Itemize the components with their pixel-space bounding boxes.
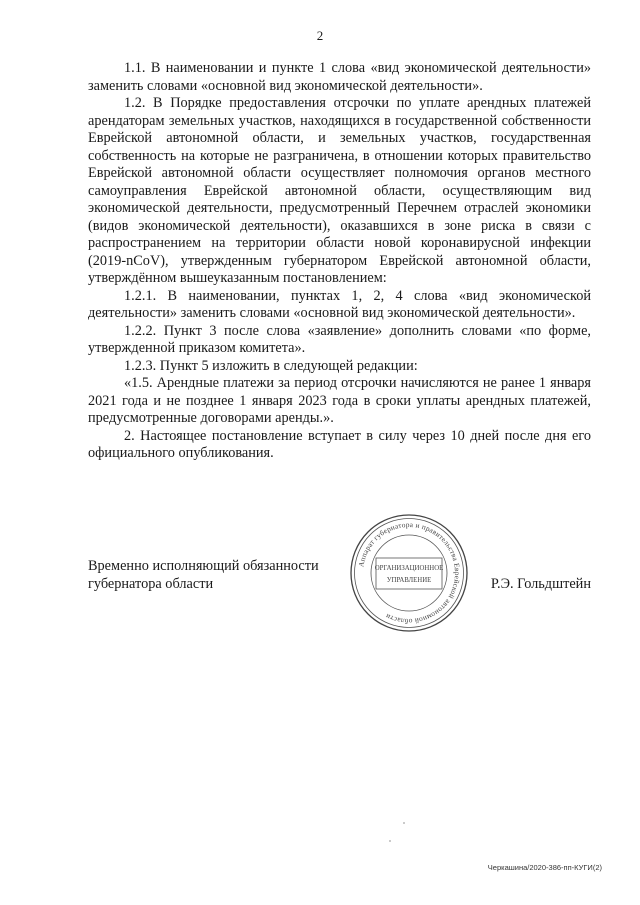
signer-title: Временно исполняющий обязанности губернатора области <box>88 558 319 592</box>
paragraph-quote-1-5: «1.5. Арендные платежи за период отсрочки начисляются не ранее 1 января 2021 года и не позднее 1 января 2023 года в сроки уплаты арендных платежей, предусмотренные договорами аренды.». <box>88 375 591 426</box>
paragraph-1-2-3: 1.2.3. Пункт 5 изложить в следующей редакции: <box>124 357 418 374</box>
stamp-center-line-2: УПРАВЛЕНИЕ <box>386 577 432 584</box>
paragraph-2: 2. Настоящее постановление вступает в силу через 10 дней после дня его официального опубликования. <box>88 427 591 461</box>
document-body <box>88 60 591 463</box>
paragraph-1-2-2: 1.2.2. Пункт 3 после слова «заявление» дополнить словами «по форме, утвержденной приказом комитета». <box>88 322 591 356</box>
scan-speck <box>403 822 405 824</box>
paragraph-1-2-1: 1.2.1. В наименовании, пунктах 1, 2, 4 слова «вид экономической деятельности» заменить словами «основной вид экономической деятельности». <box>88 287 591 321</box>
footer-reference: Черкашина/2020-386-пп-КУГИ(2) <box>487 863 602 872</box>
signer-name: Р.Э. Гольдштейн <box>490 576 591 592</box>
paragraph-1-1: 1.1. В наименовании и пункте 1 слова «вид экономической деятельности» заменить словами «основной вид экономической деятельности». <box>88 60 591 94</box>
signature-block <box>88 555 591 675</box>
page-number: 2 <box>316 28 324 43</box>
scan-speck <box>389 840 391 842</box>
stamp-ring-text: Аппарат губернатора и правительства Еврейской автономной области <box>356 519 463 627</box>
stamp-center-line-1: ОРГАНИЗАЦИОННОЕ <box>374 565 444 572</box>
paragraph-1-2: 1.2. В Порядке предоставления отсрочки по уплате арендных платежей арендаторам земельных участков, находящихся в государственной собственности Еврейской автономной области, и земельных участков, государственная собственность на которые не разграничена, в отношении которых правительство Еврейской автономной области осуществляет полномочия органов местного самоуправления Еврейской автономной области, осуществляющим вид экономической деятельности, предусмотренный Перечнем отраслей экономики (видов экономической деятельности), оказавшихся в зоне риска в связи с распространением на территории области новой коронавирусной инфекции (2019-nCoV), утвержденным губернатором Еврейской автономной области, утверждённом вышеуказанным постановлением: <box>88 95 591 286</box>
official-stamp <box>346 510 472 636</box>
